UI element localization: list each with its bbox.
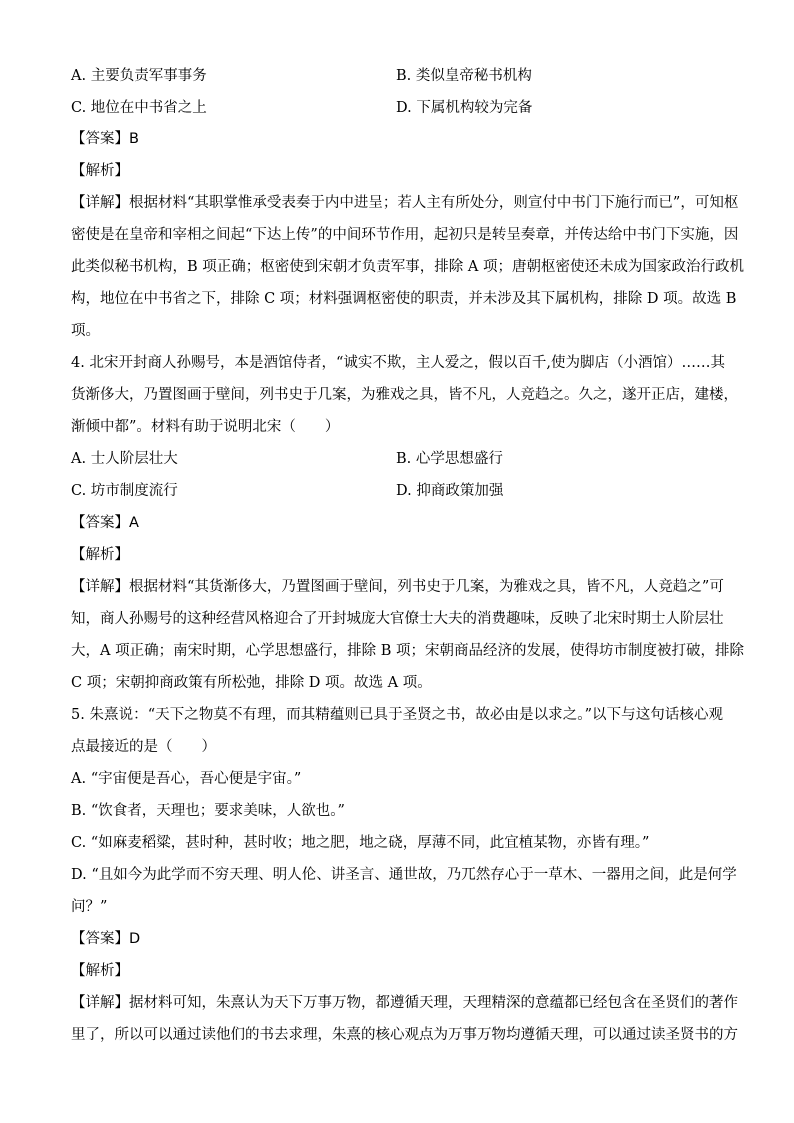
q4-detail-line: 【详解】根据材料“其货渐侈大，乃置图画于壁间，列书史于几案，为雅戏之具，皆不凡，人竞趋之”可 [71, 579, 724, 595]
q3-detail-line: 项。 [71, 323, 100, 339]
q3-detail-line: 构，地位在中书省之下，排除 C 项；材料强调枢密使的职责，并未涉及其下属机构，排除 D 项。故选 B [71, 291, 737, 307]
q3-detail-line: 【详解】根据材料“其职掌惟承受表奏于内中进呈；若人主有所处分，则宣付中书门下施行而已”，可知枢 [71, 195, 739, 211]
q5-option-c: C. “如麻麦稻粱，甚时种，甚时收；地之肥，地之硗，厚薄不同，此宜植某物，亦皆有理。” [71, 835, 650, 851]
q3-detail-line: 密使是在皇帝和宰相之间起“下达上传”的中间环节作用，起初只是转呈奏章，并传达给中书门下实施，因 [71, 227, 739, 243]
q3-option-c: C. 地位在中书省之上 [71, 100, 207, 116]
q3-detail-line: 此类似秘书机构，B 项正确；枢密使到宋朝才负责军事，排除 A 项；唐朝枢密使还未成为国家政治行政机 [71, 259, 744, 275]
q3-option-a: A. 主要负责军事事务 [71, 68, 207, 84]
q3-analysis-heading: 【解析】 [71, 163, 129, 179]
q3-option-d: D. 下属机构较为完备 [396, 100, 533, 116]
q5-analysis-heading: 【解析】 [71, 963, 129, 979]
q4-answer: 【答案】A [71, 515, 139, 531]
q5-answer: 【答案】D [71, 931, 141, 947]
q4-detail-line: C 项；宋朝抑商政策有所松弛，排除 D 项。故选 A 项。 [71, 675, 432, 691]
q4-option-b: B. 心学思想盛行 [396, 451, 503, 467]
q4-detail-line: 大，A 项正确；南宋时期，心学思想盛行，排除 B 项；宋朝商品经济的发展，使得坊市制度被打破，排除 [71, 643, 744, 659]
q3-option-b: B. 类似皇帝秘书机构 [396, 68, 532, 84]
q4-stem-line: 货渐侈大，乃置图画于壁间，列书史于几案，为雅戏之具，皆不凡，人竞趋之。久之，遂开正店，建楼， [71, 387, 738, 403]
q4-option-d: D. 抑商政策加强 [396, 483, 504, 499]
q5-option-d-continued: 问？” [71, 899, 108, 915]
q5-stem-line: 5. 朱熹说：“天下之物莫不有理，而其精蕴则已具于圣贤之书，故必由是以求之。”以下与这句话核心观 [71, 707, 723, 723]
q4-stem-line: 4. 北宋开封商人孙赐号，本是酒馆侍者，“诚实不欺，主人爱之，假以百千,使为脚店（小酒馆）……其 [71, 355, 725, 371]
q5-stem-line: 点最接近的是（ ） [71, 739, 216, 755]
q4-option-a: A. 士人阶层壮大 [71, 451, 178, 467]
q5-option-b: B. “饮食者，天理也；要求美味，人欲也。” [71, 803, 345, 819]
q4-option-c: C. 坊市制度流行 [71, 483, 178, 499]
q5-option-d: D. “且如今为此学而不穷天理、明人伦、讲圣言、通世故，乃兀然存心于一草木、一器用之间，此是何学 [71, 867, 737, 883]
q4-analysis-heading: 【解析】 [71, 547, 129, 563]
q5-detail-line: 【详解】据材料可知，朱熹认为天下万事万物，都遵循天理，天理精深的意蕴都已经包含在圣贤们的著作 [71, 995, 738, 1011]
q3-answer: 【答案】B [71, 131, 139, 147]
q5-detail-line: 里了，所以可以通过读他们的书去求理，朱熹的核心观点为万事万物均遵循天理，可以通过读圣贤书的方 [71, 1027, 738, 1043]
q5-option-a: A. “宇宙便是吾心，吾心便是宇宙。” [71, 771, 302, 787]
q4-detail-line: 知，商人孙赐号的这种经营风格迎合了开封城庞大官僚士大夫的消费趣味，反映了北宋时期士人阶层壮 [71, 611, 724, 627]
q4-stem-line: 渐倾中都”。材料有助于说明北宋（ ） [71, 419, 340, 435]
